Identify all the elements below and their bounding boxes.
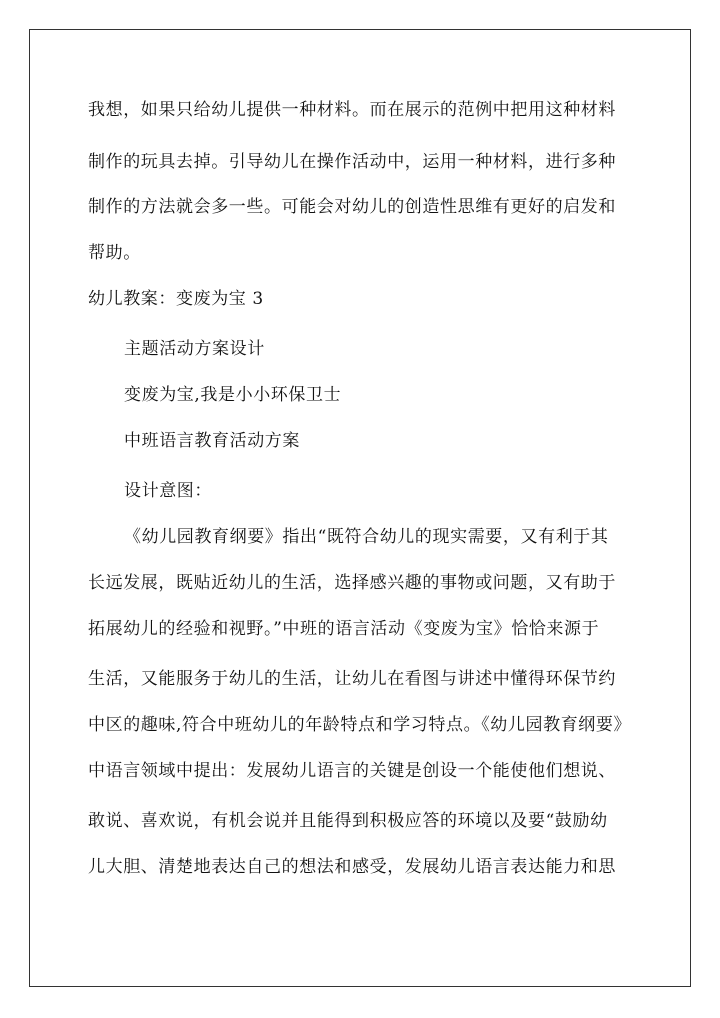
text-line: 儿大胆、清楚地表达自己的想法和感受，发展幼儿语言表达能力和思 [88, 857, 616, 877]
paragraph-first-line: 《幼儿园教育纲要》指出“既符合幼儿的现实需要，又有利于其 [124, 527, 609, 547]
subheading: 变废为宝,我是小小环保卫士 [124, 385, 342, 405]
subheading: 设计意图： [124, 481, 212, 501]
text-line: 生活，又能服务于幼儿的生活，让幼儿在看图与讲述中懂得环保节约 [88, 669, 616, 689]
text-line: 制作的玩具去掉。引导幼儿在操作活动中，运用一种材料，进行多种 [88, 152, 616, 172]
text-line: 中区的趣味,符合中班幼儿的年龄特点和学习特点。《幼儿园教育纲要》 [88, 715, 632, 735]
text-line: 拓展幼儿的经验和视野。”中班的语言活动《变废为宝》恰恰来源于 [88, 619, 600, 639]
text-line: 中语言领域中提出：发展幼儿语言的关键是创设一个能使他们想说、 [88, 761, 616, 781]
text-line: 我想，如果只给幼儿提供一种材料。而在展示的范例中把用这种材料 [88, 100, 616, 120]
subheading: 中班语言教育活动方案 [124, 431, 300, 451]
text-line: 长远发展，既贴近幼儿的生活，选择感兴趣的事物或问题，又有助于 [88, 573, 616, 593]
section-heading: 幼儿教案：变废为宝 3 [88, 289, 264, 309]
subheading: 主题活动方案设计 [124, 339, 265, 359]
text-line: 敢说、喜欢说，有机会说并且能得到积极应答的环境以及要“鼓励幼 [88, 811, 608, 831]
text-line: 制作的方法就会多一些。可能会对幼儿的创造性思维有更好的启发和 [88, 197, 616, 217]
text-line: 帮助。 [88, 243, 141, 263]
